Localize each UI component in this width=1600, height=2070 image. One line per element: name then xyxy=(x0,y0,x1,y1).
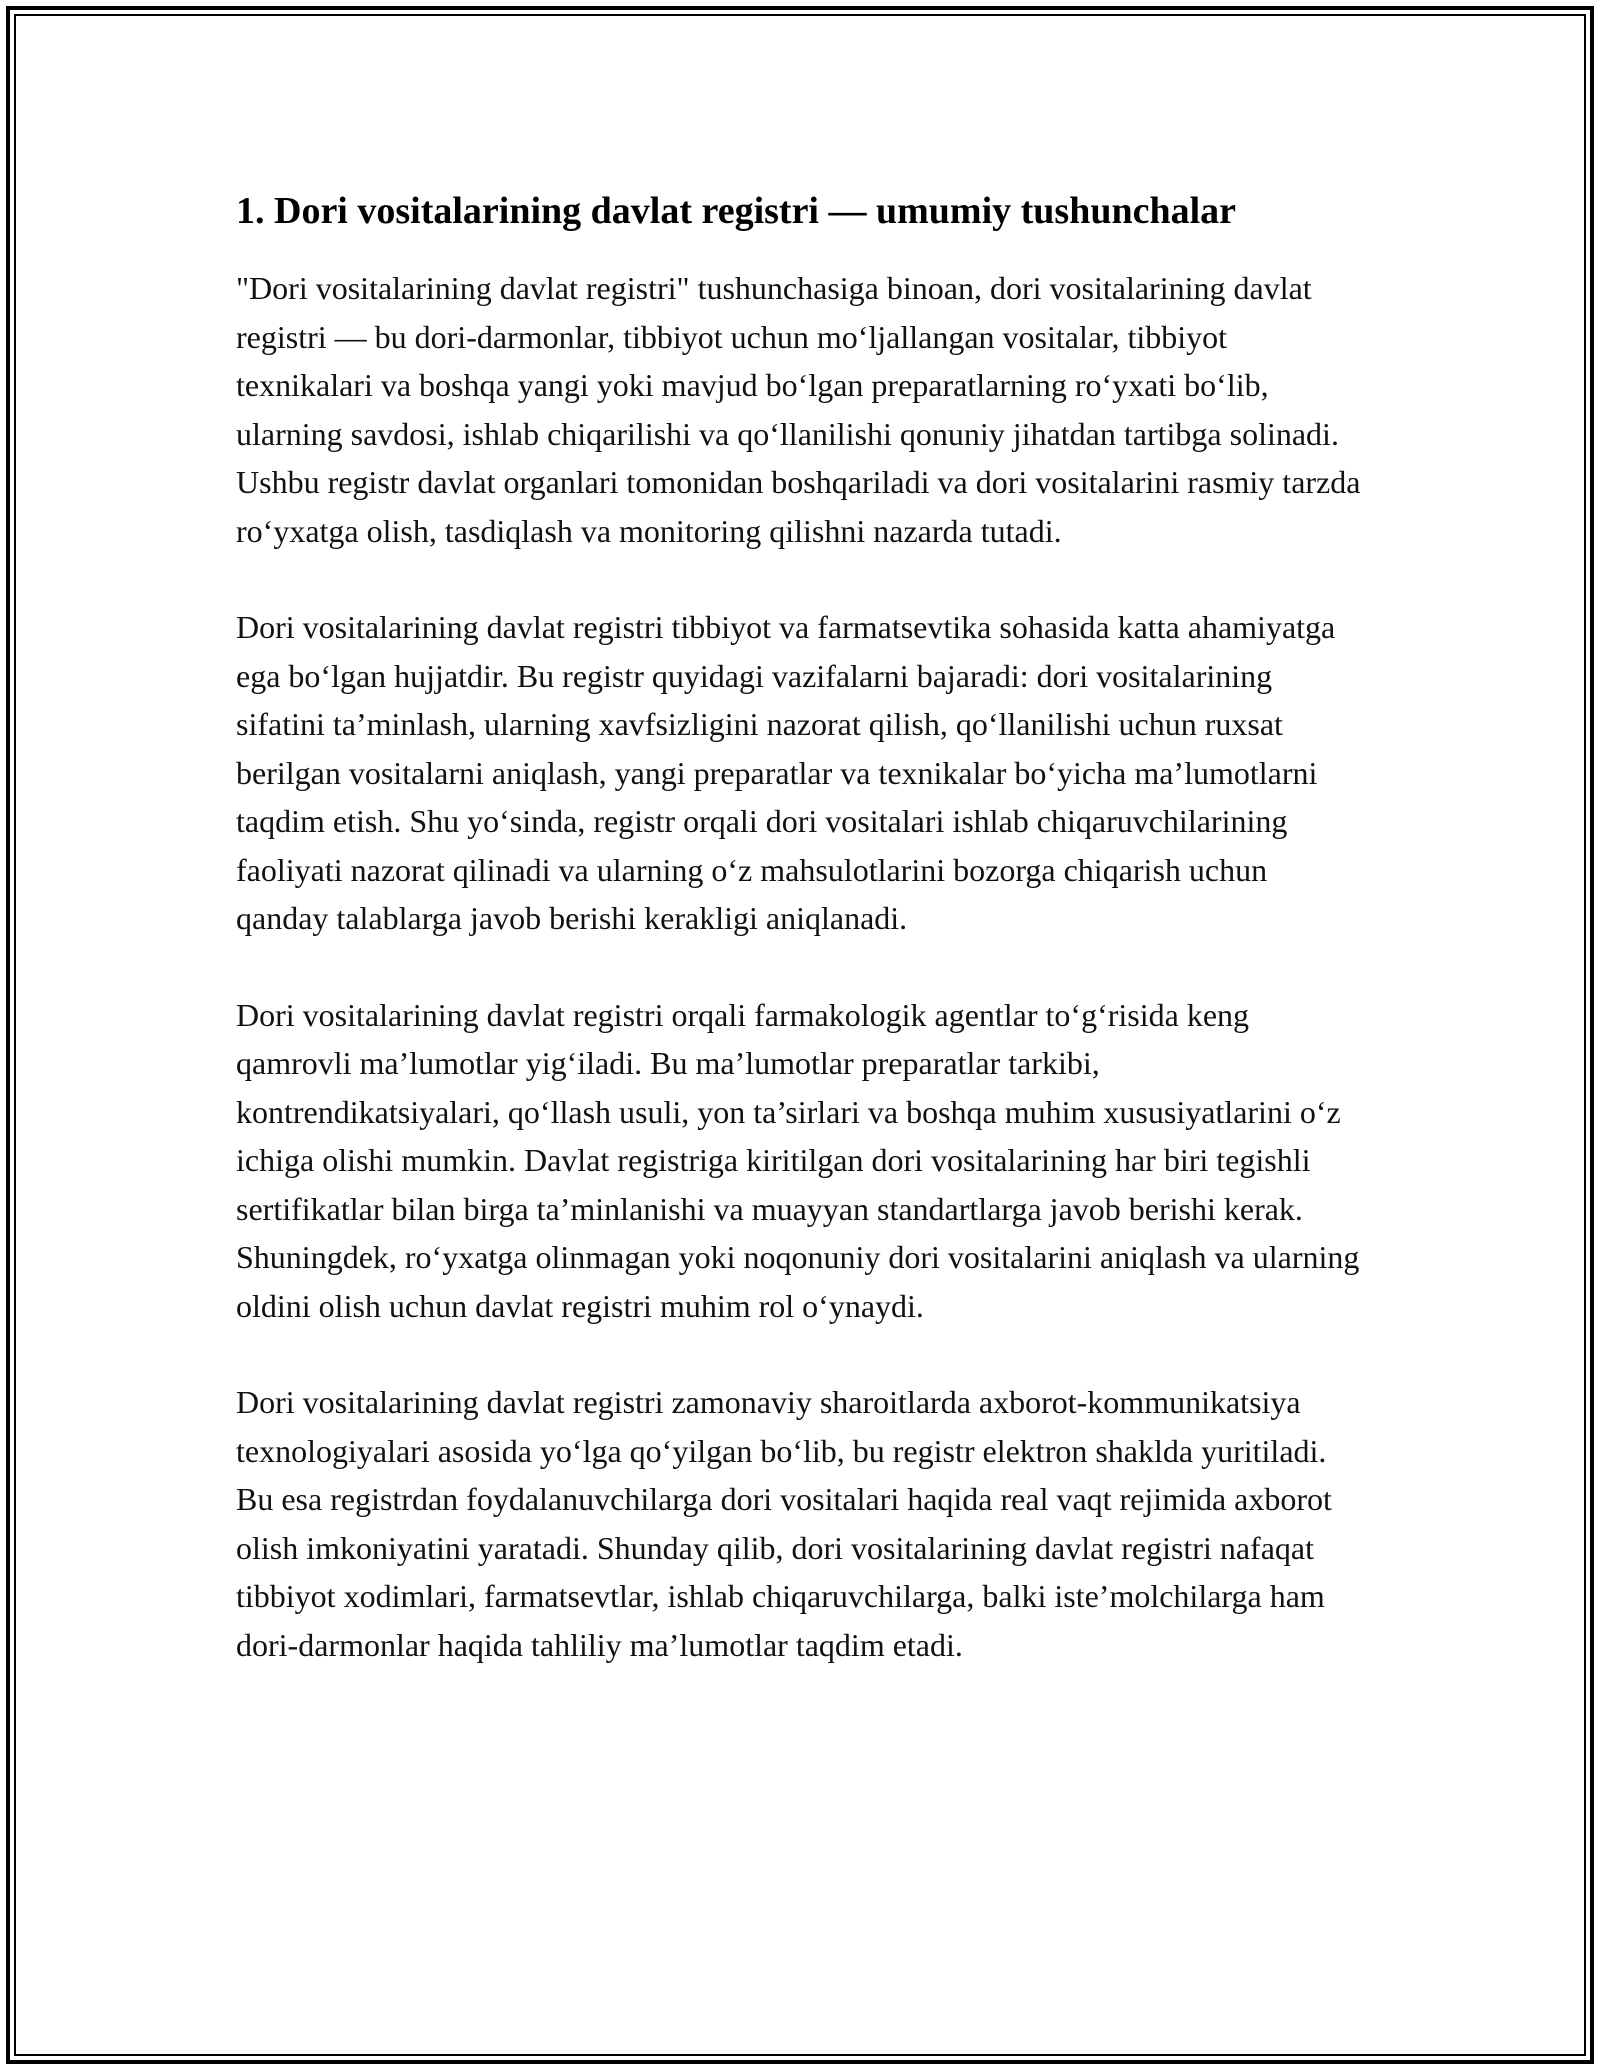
paragraph-3: Dori vositalarining davlat registri orqali farmakologik agentlar toʻgʻrisida keng qamrovli ma’lumotlar yigʻiladi. Bu ma’lumotlar preparatlar tarkibi, kontrendikatsiyalari, qoʻllash usuli, yon ta’sirlari va boshqa muhim xususiyatlarini oʻz ichiga olishi mumkin. Davlat registriga kiritilgan dori vositalarining har biri tegishli sertifikatlar bilan birga ta’minlanishi va muayyan standartlarga javob berishi kerak. Shuningdek, roʻyxatga olinmagan yoki noqonuniy dori vositalarini aniqlash va ularning oldini olish uchun davlat registri muhim rol oʻynaydi. xyxy=(236,996,1360,1324)
paragraph-2: Dori vositalarining davlat registri tibbiyot va farmatsevtika sohasida katta ahamiyatga ega boʻlgan hujjatdir. Bu registr quyidagi vazifalarni bajaradi: dori vositalarining sifatini ta’minlash, ularning xavfsizligini nazorat qilish, qoʻllanilishi uchun ruxsat berilgan vositalarni aniqlash, yangi preparatlar va texnikalar boʻyicha ma’lumotlarni taqdim etish. Shu yoʻsinda, registr orqali dori vositalari ishlab chiqaruvchilarining faoliyati nazorat qilinadi va ularning oʻz mahsulotlarini bozorga chiqarish uchun qanday talablarga javob berishi kerakligi aniqlanadi. xyxy=(236,609,1336,936)
paragraph-4: Dori vositalarining davlat registri zamonaviy sharoitlarda axborot-kommunikatsiya texnologiyalari asosida yoʻlga qoʻyilgan boʻlib, bu registr elektron shaklda yuritiladi. Bu esa registrdan foydalanuvchilarga dori vositalari haqida real vaqt rejimida axborot olish imkoniyatini yaratadi. Shunday qilib, dori vositalarining davlat registri nafaqat tibbiyot xodimlari, farmatsevtlar, ishlab chiqaruvchilarga, balki iste’molchilarga ham dori-darmonlar haqida tahliliy ma’lumotlar taqdim etadi. xyxy=(236,1384,1332,1663)
section-heading: 1. Dori vositalarining davlat registri — umumiy tushunchalar xyxy=(236,190,1237,232)
document-body xyxy=(236,186,1366,1669)
paragraph-1: "Dori vositalarining davlat registri" tushunchasiga binoan, dori vositalarining davlat registri — bu dori-darmonlar, tibbiyot uchun moʻljallangan vositalar, tibbiyot texnikalari va boshqa yangi yoki mavjud boʻlgan preparatlarning roʻyxati boʻlib, ularning savdosi, ishlab chiqarilishi va qoʻllanilishi qonuniy jihatdan tartibga solinadi. Ushbu registr davlat organlari tomonidan boshqariladi va dori vositalarini rasmiy tarzda roʻyxatga olish, tasdiqlash va monitoring qilishni nazarda tutadi. xyxy=(236,270,1361,549)
